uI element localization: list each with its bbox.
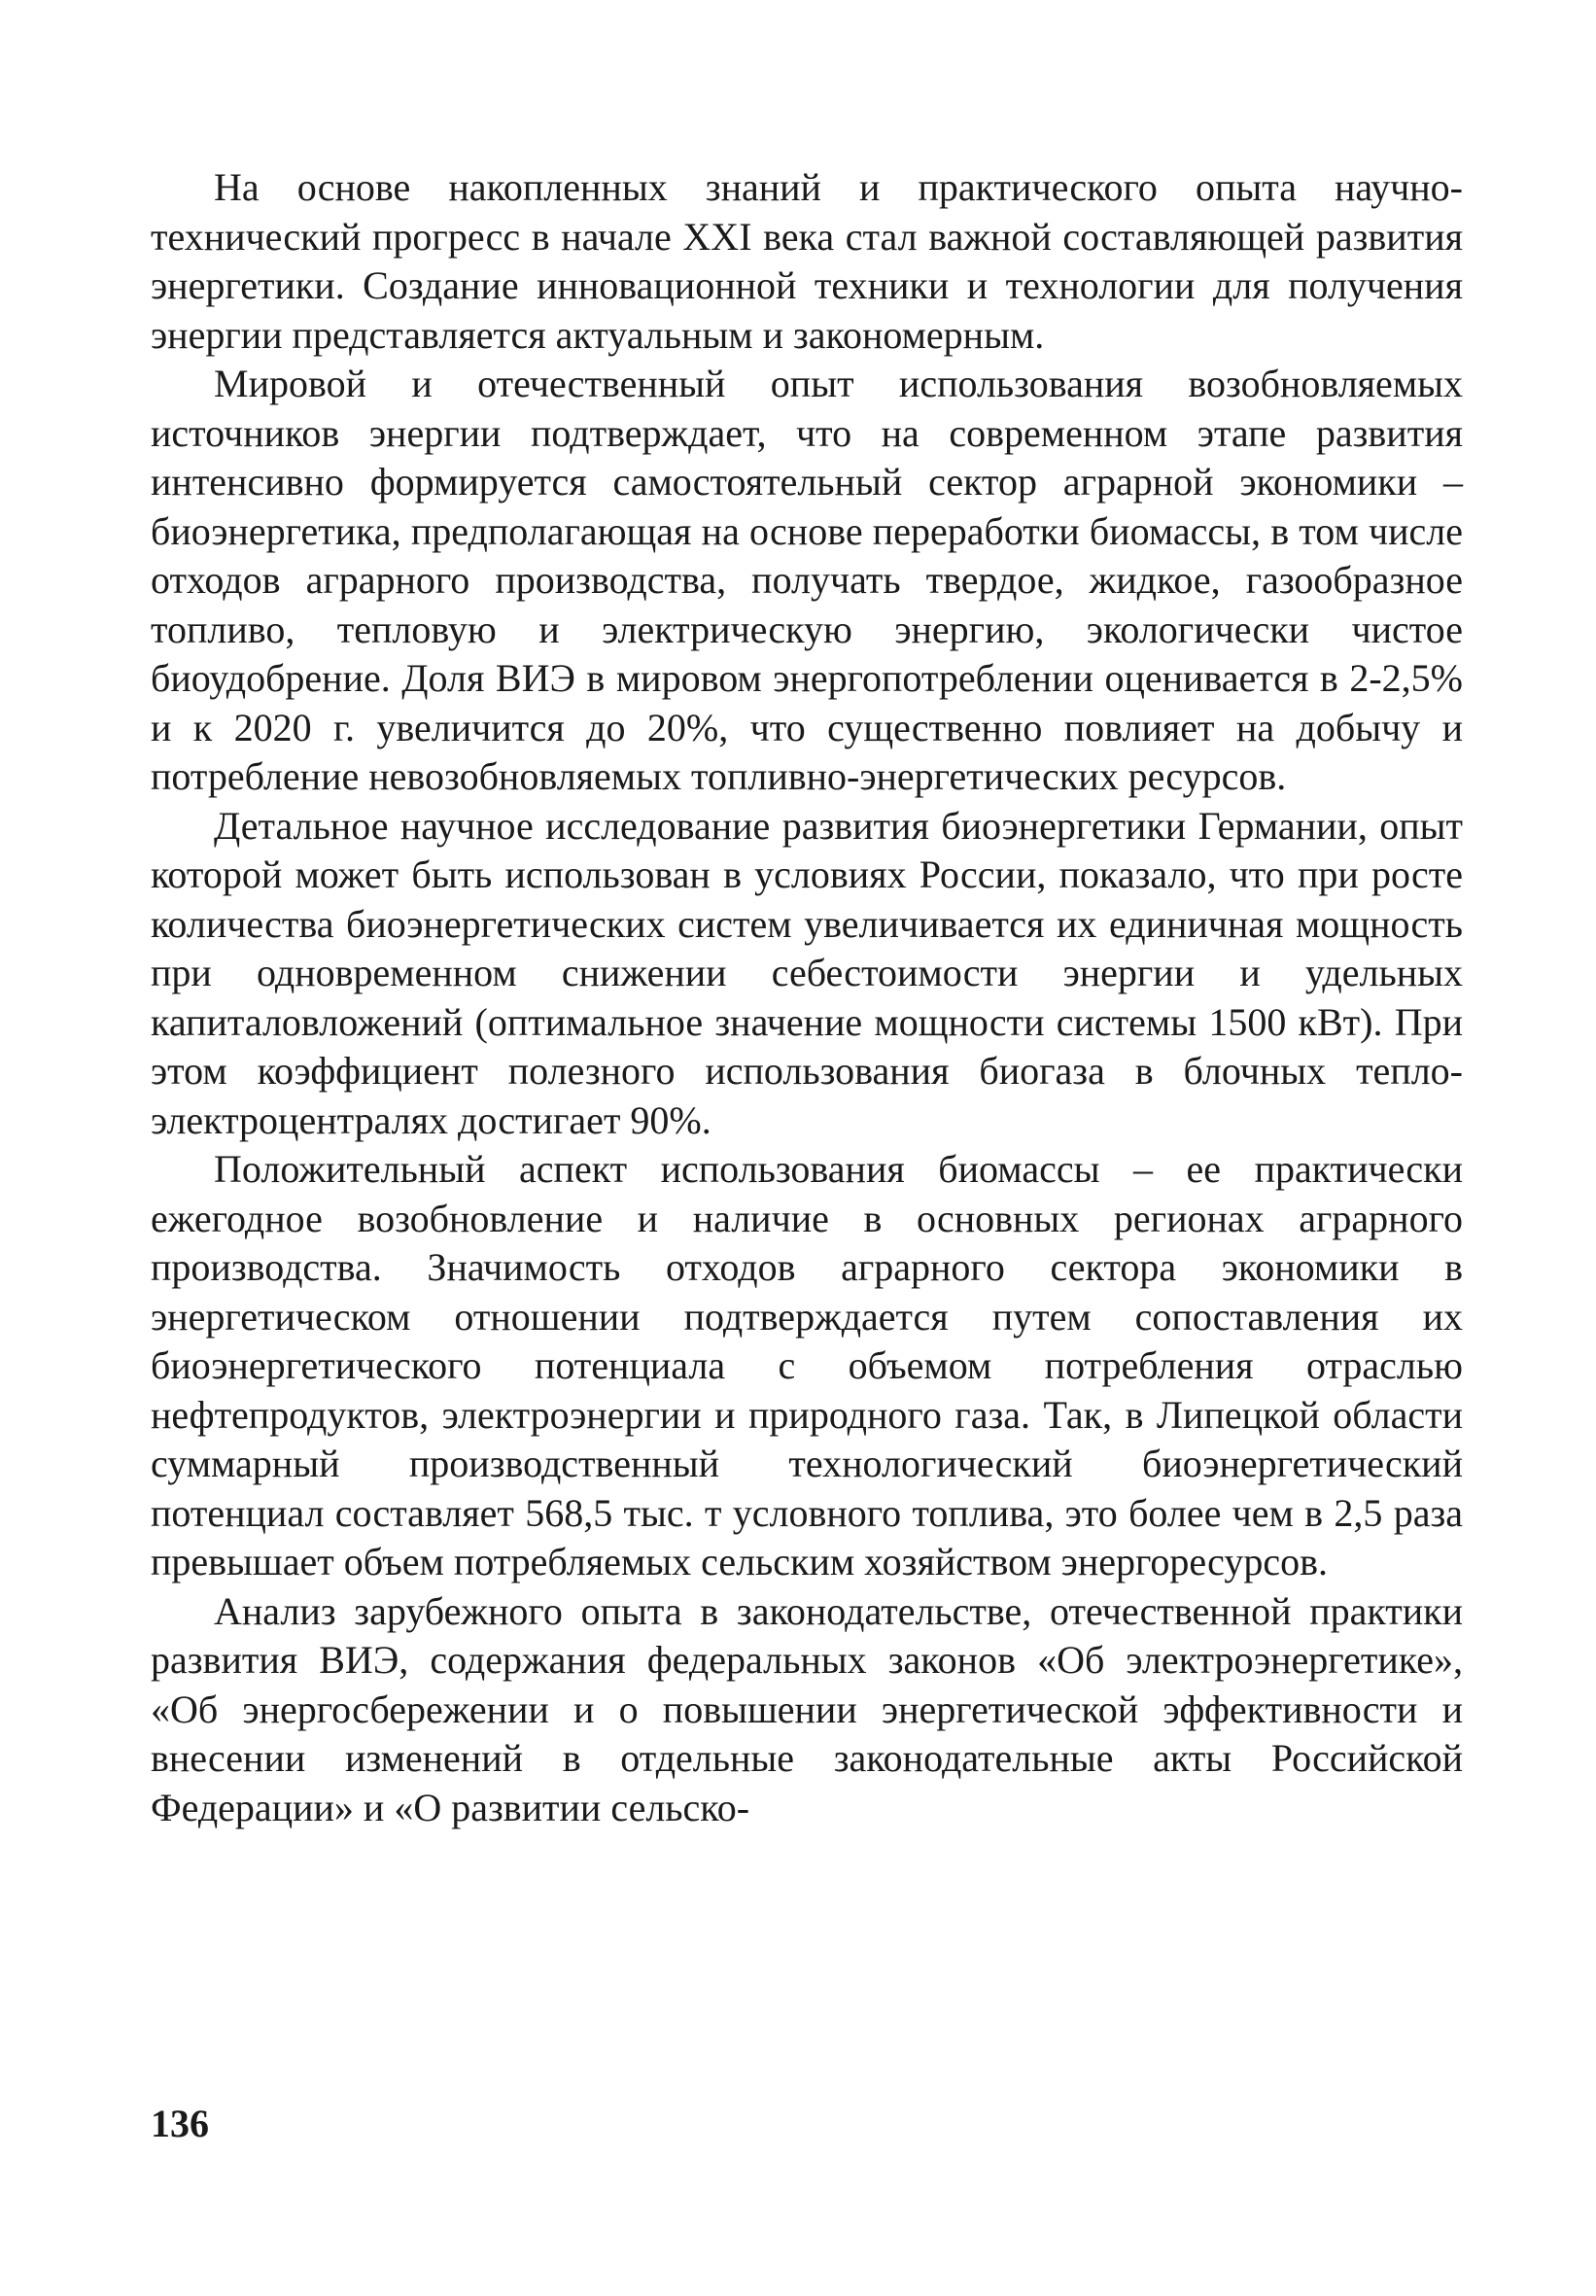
paragraph: Детальное научное исследование развития биоэнергетики Германии, опыт которой может быть использован в условиях России, показало, что при росте количества биоэнергетических систем увеличивается их единичная мощность при одновременном снижении себестоимости энергии и удельных капиталовложений (оптимальное значение мощности системы 1500 кВт). При этом коэффициент полезного использования биогаза в блочных тепло-электроцентралях достигает 90%. — [151, 803, 1463, 1142]
paragraph: Положительный аспект использования биомассы – ее практически ежегодное возобновление и наличие в основных регионах аграрного производства. Значимость отходов аграрного сектора экономики в энергетическом отношении подтверждается путем сопоставления их биоэнергетического потенциала с объемом потребления отраслью нефтепродуктов, электроэнергии и природного газа. Так, в Липецкой области суммарный производственный технологический биоэнергетический потенциал составляет 568,5 тыс. т условного топлива, это более чем в 2,5 раза превышает объем потребляемых сельским хозяйством энергоресурсов. — [151, 1147, 1463, 1583]
page-body — [151, 163, 1463, 1832]
page-number: 136 — [151, 2102, 209, 2145]
paragraph: Анализ зарубежного опыта в законодательстве, отечественной практики развития ВИЭ, содержания федеральных законов «Об электроэнергетике», «Об энергосбережении и о повышении энергетической эффективности и внесении изменений в отдельные законодательные акты Российской Федерации» и «О развитии сельско- — [151, 1588, 1463, 1829]
paragraph: На основе накопленных знаний и практического опыта научно-технический прогресс в начале XXI века стал важной составляющей развития энергетики. Создание инновационной техники и технологии для получения энергии представляется актуальным и закономерным. — [151, 165, 1463, 357]
paragraph: Мировой и отечественный опыт использования возобновляемых источников энергии подтверждает, что на современном этапе развития интенсивно формируется самостоятельный сектор аграрной экономики – биоэнергетика, предполагающая на основе переработки биомассы, в том числе отходов аграрного производства, получать твердое, жидкое, газообразное топливо, тепловую и электрическую энергию, экологически чистое биоудобрение. Доля ВИЭ в мировом энергопотреблении оценивается в 2-2,5% и к 2020 г. увеличится до 20%, что существенно повлияет на добычу и потребление невозобновляемых топливно-энергетических ресурсов. — [151, 362, 1463, 798]
